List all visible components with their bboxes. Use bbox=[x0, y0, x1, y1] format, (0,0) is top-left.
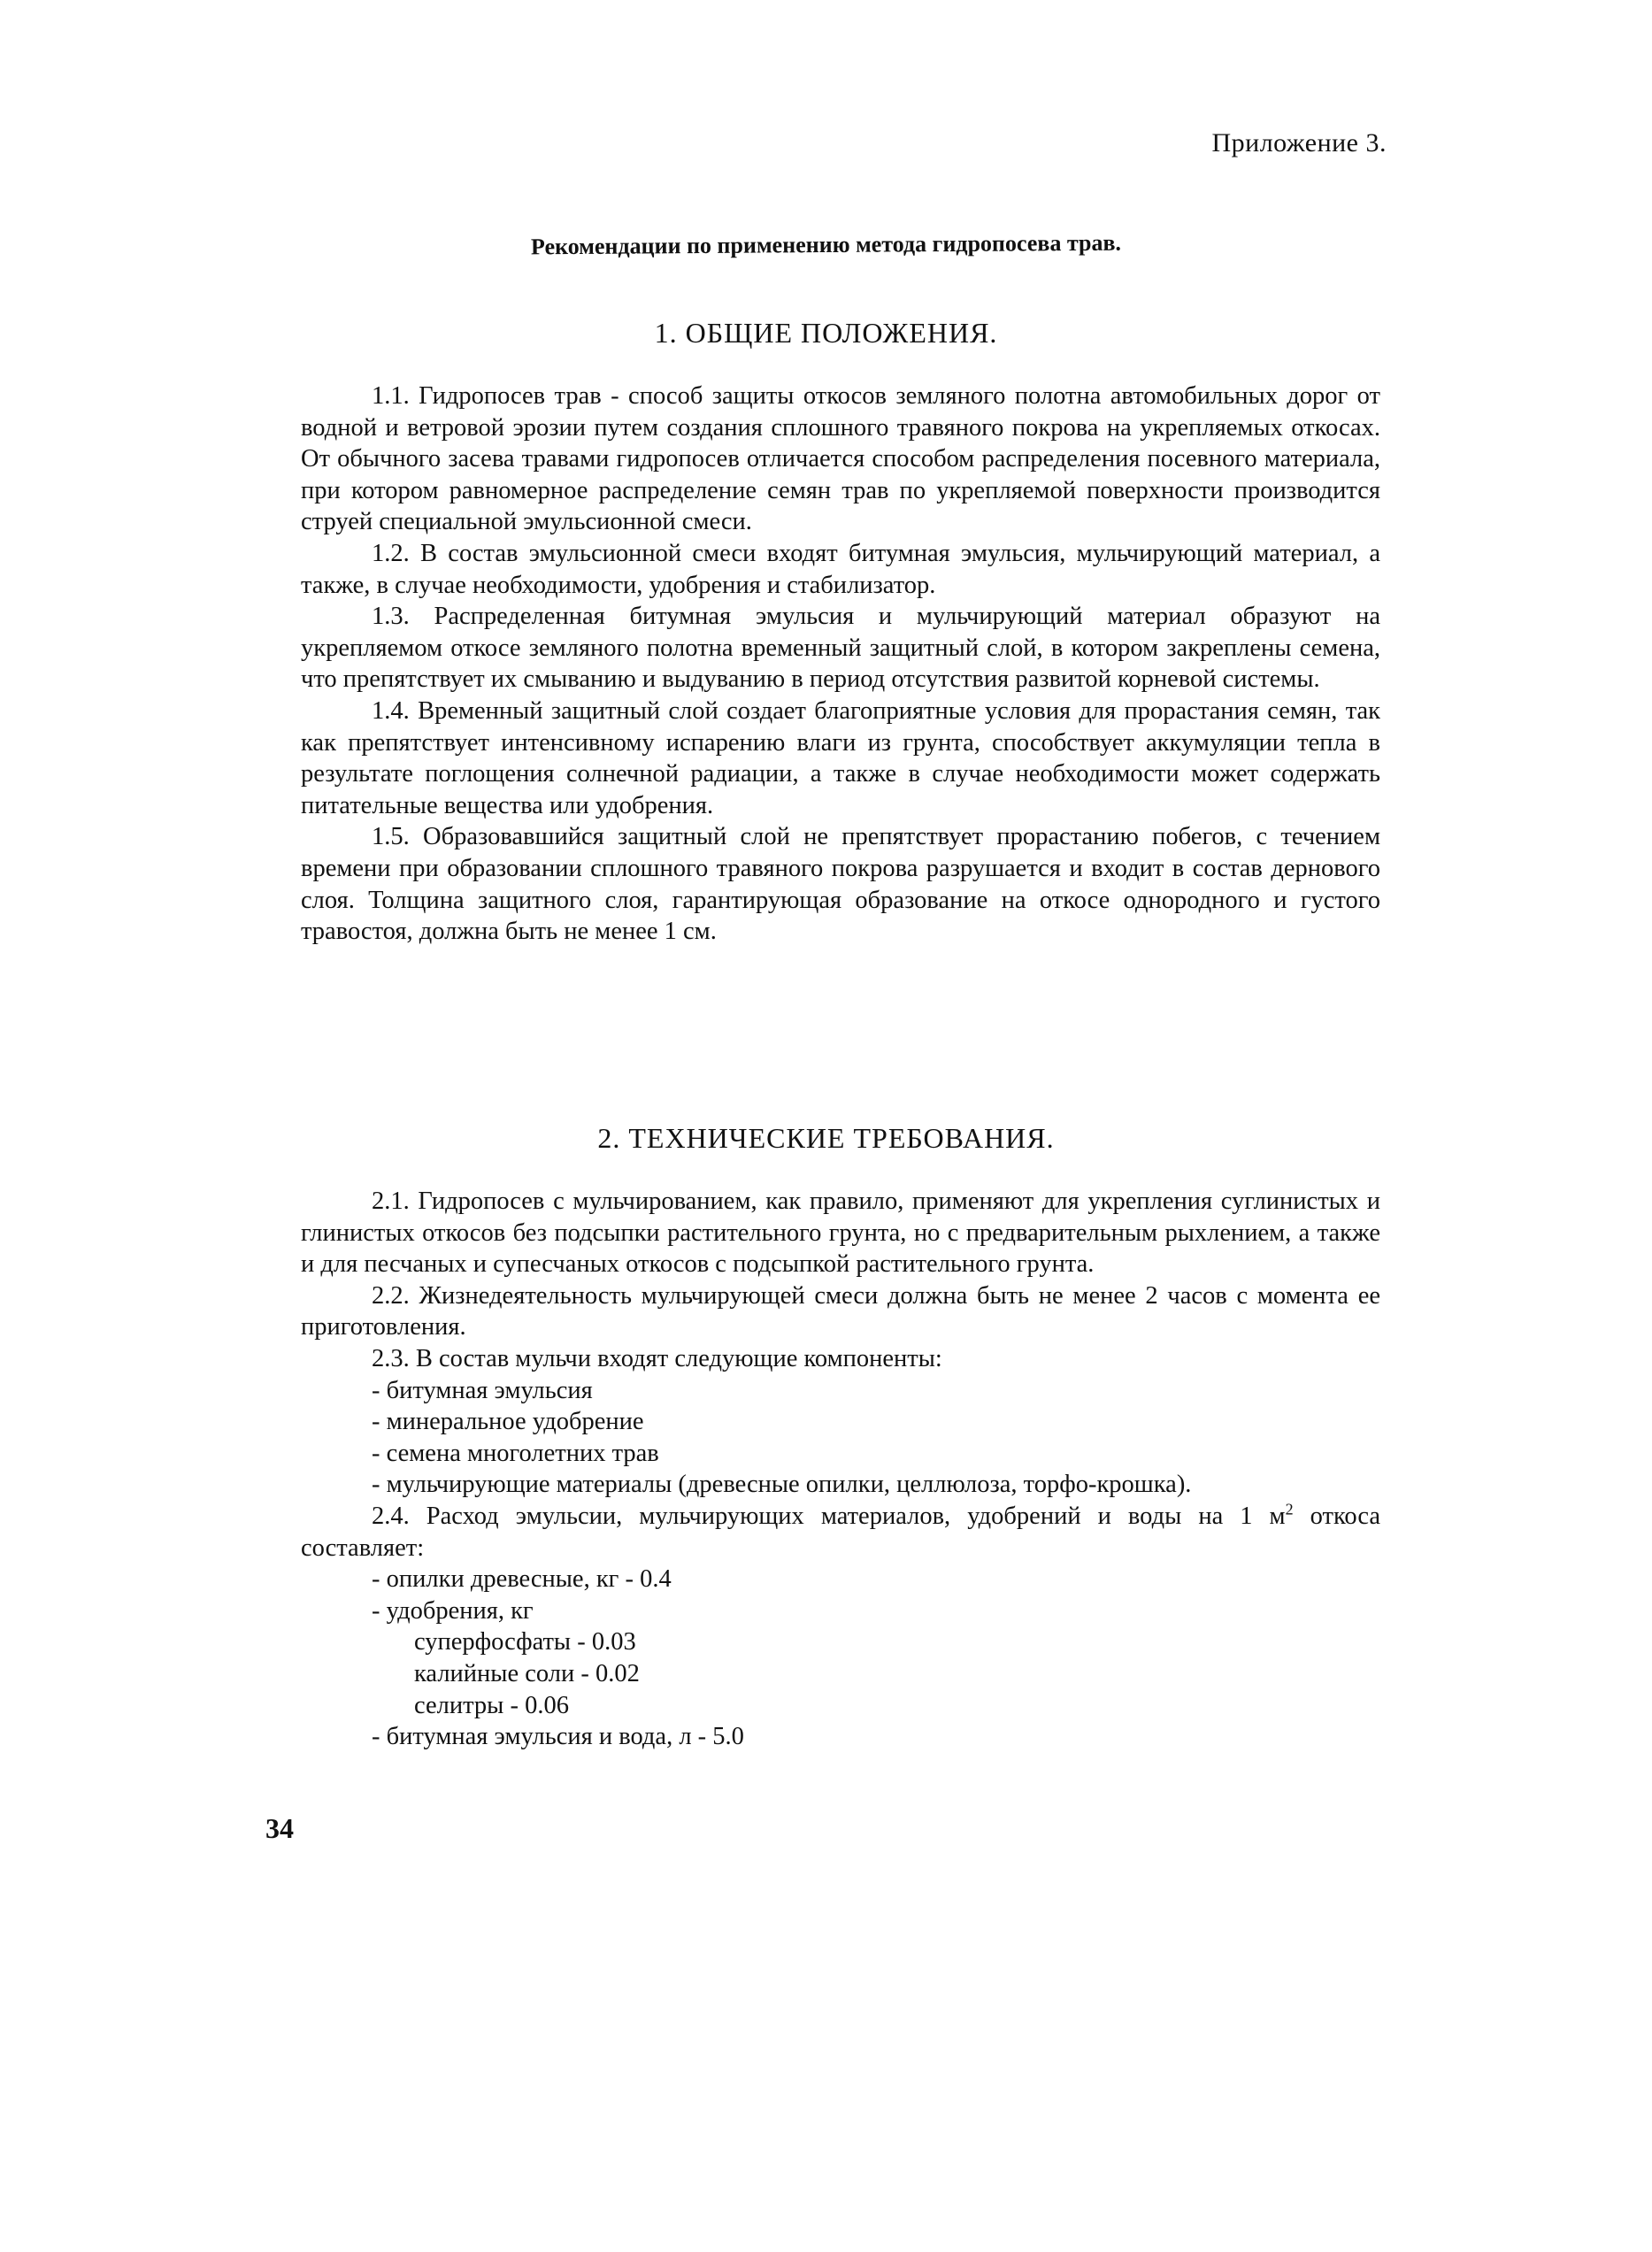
paragraph-1-2: 1.2. В состав эмульсионной смеси входят битумная эмульсия, мульчирующий материал, а также, в случае необходимости, удобрения и стабилизатор. bbox=[301, 539, 1380, 599]
paragraph-1-1: 1.1. Гидропосев трав - способ защиты откосов земляного полотна автомобильных дорог от водной и ветровой эрозии путем создания сплошного травяного покрова на укрепляемых откосах. От обычного засева травами гидропосев отличается способом распределения посевного материала, при котором равномерное распределение семян трав по укрепляемой поверхности производится струей специальной эмульсионной смеси. bbox=[301, 382, 1380, 536]
superscript-2: 2 bbox=[1285, 1500, 1294, 1518]
consumption-item: - опилки древесные, кг - 0.4 bbox=[372, 1565, 672, 1594]
paragraph-2-4-text: 2.4. Расход эмульсии, мульчирующих материалов, удобрений и воды на 1 м bbox=[372, 1502, 1286, 1530]
paragraph-2-4 bbox=[301, 1501, 1380, 1564]
consumption-item: - битумная эмульсия и вода, л - 5.0 bbox=[372, 1723, 744, 1751]
component-item: - семена многолетних трав bbox=[372, 1439, 659, 1467]
section2-heading: 2. ТЕХНИЧЕСКИЕ ТРЕБОВАНИЯ. bbox=[597, 1122, 1055, 1154]
paragraph-2-2: 2.2. Жизнедеятельность мульчирующей смеси должна быть не менее 2 часов с момента ее приготовления. bbox=[301, 1281, 1380, 1341]
fertilizer-subitem: калийные соли - 0.02 bbox=[414, 1659, 640, 1687]
recommendations-title: Рекомендации по применению метода гидропосева трав. bbox=[530, 229, 1122, 260]
section2-body bbox=[301, 1186, 1380, 1753]
paragraph-2-4-end: откоса составляет: bbox=[301, 1502, 1381, 1562]
paragraph-1-4: 1.4. Временный защитный слой создает благоприятные условия для прорастания семян, так как препятствует интенсивному испарению влаги из грунта, способствует аккумуляции тепла в результате поглощения солнечной радиации, а также в случае необходимости может содержать питательные вещества или удобрения. bbox=[301, 696, 1380, 819]
component-item: - битумная эмульсия bbox=[372, 1376, 593, 1404]
fertilizer-subitem: суперфосфаты - 0.03 bbox=[414, 1628, 636, 1656]
fertilizer-subitem: селитры - 0.06 bbox=[414, 1691, 569, 1719]
paragraph-1-5: 1.5. Образовавшийся защитный слой не препятствует прорастанию побегов, с течением времени при образовании сплошного травяного покрова разрушается и входит в состав дернового слоя. Толщина защитного слоя, гарантирующая образование на откосе однородного и густого травостоя, должна быть не менее 1 см. bbox=[301, 823, 1380, 946]
paragraph-2-1: 2.1. Гидропосев с мульчированием, как правило, применяют для укрепления суглинистых и глинистых откосов без подсыпки растительного грунта, но с предварительным рыхлением, а также и для песчаных и супесчаных откосов с подсыпкой растительного грунта. bbox=[301, 1187, 1380, 1279]
consumption-item: - удобрения, кг bbox=[372, 1596, 534, 1625]
paragraph-1-3: 1.3. Распределенная битумная эмульсия и мульчирующий материал образуют на укрепляемом откосе земляного полотна временный защитный слой, в котором закреплены семена, что препятствует их смыванию и выдуванию в период отсутствия развитой корневой системы. bbox=[301, 603, 1380, 694]
page-number: 34 bbox=[265, 1812, 294, 1844]
paragraph-2-3: 2.3. В состав мульчи входят следующие компоненты: bbox=[372, 1344, 942, 1372]
section1-heading: 1. ОБЩИЕ ПОЛОЖЕНИЯ. bbox=[654, 317, 998, 349]
component-item: - мульчирующие материалы (древесные опилки, целлюлоза, торфо-крошка). bbox=[372, 1471, 1192, 1499]
appendix-label: Приложение 3. bbox=[1211, 128, 1387, 158]
section1-body bbox=[301, 380, 1380, 948]
component-item: - минеральное удобрение bbox=[372, 1408, 644, 1436]
